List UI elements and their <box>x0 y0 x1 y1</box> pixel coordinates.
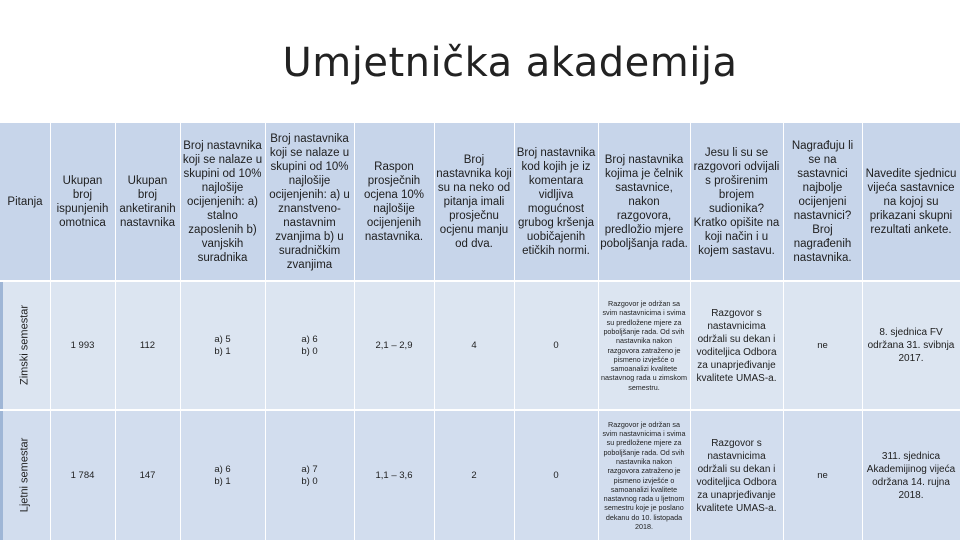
page-title: Umjetnička akademija <box>282 40 738 86</box>
cell-measures: Razgovor je održan sa svim nastavnicima i svima su predložene mjere za poboljšanje rada. Od svih nastavnika nakon razgovora zatraženo je pismeno izvješće o samoanalizi kvalitete nastavnog rada u ljetnom semestru koje je poslano dekanu do 10. listopada 2018. <box>602 419 686 531</box>
cell-awards: ne <box>817 339 828 351</box>
cell-surveyed: 147 <box>139 469 156 481</box>
cell-ethics: 0 <box>553 469 559 481</box>
header-ethics: Broj nastavnika kod kojih je iz komentara vidljiva mogućnost grubog kršenja uobičajenih etičkih normi. <box>516 146 596 257</box>
cell-worst-employment: a) 5 b) 1 <box>214 333 231 357</box>
header-below-two: Broj nastavnika koji su na neko od pitanja imali prosječnu ocjenu manju od dva. <box>436 153 512 250</box>
header-envelopes: Ukupan broj ispunjenih omotnica <box>56 174 109 229</box>
cell-below-two: 2 <box>471 469 477 481</box>
row-marker <box>0 282 3 409</box>
header-measures: Broj nastavnika kojima je čelnik sastavnice, nakon razgovora, predložio mjere poboljšanja rada. <box>600 153 688 250</box>
cell-envelopes: 1 784 <box>70 469 95 481</box>
cell-awards: ne <box>817 469 828 481</box>
header-conversations: Jesu li su se razgovori odvijali s proširenim brojem sudionika? Kratko opišite na koji način i u kojem sastavu. <box>693 146 780 257</box>
cell-grade-range: 1,1 – 3,6 <box>375 469 413 481</box>
header-worst-rank: Broj nastavnika koji se nalaze u skupini od 10% najlošije ocijenjenih: a) u znanstveno-nastavnim zvanjima b) u suradničkim zvanjima <box>269 132 350 271</box>
cell-conversations: Razgovor s nastavnicima održali su dekan i voditeljica Odbora za unaprjeđivanje kvalitete UMAS-a. <box>696 307 777 384</box>
cell-worst-rank: a) 7 b) 0 <box>301 463 318 487</box>
cell-grade-range: 2,1 – 2,9 <box>375 339 413 351</box>
cell-worst-rank: a) 6 b) 0 <box>301 333 318 357</box>
cell-measures: Razgovor je održan sa svim nastavnicima i svima su predložene mjere za poboljšanje rada. Od svih nastavnika nakon razgovora zatraženo je pismeno izvješće o samoanalizi kvalitete nastavnog rada u zimskom semestru. <box>601 299 687 392</box>
header-council-session: Navedite sjednicu vijeća sastavnice na kojoj su prikazani skupni rezultati ankete. <box>865 167 957 236</box>
row-label-winter: Zimski semestar <box>18 304 31 386</box>
header-questions: Pitanja <box>7 195 43 208</box>
cell-worst-employment: a) 6 b) 1 <box>214 463 231 487</box>
cell-council-session: 311. sjednica Akademijinog vijeća održana 14. rujna 2018. <box>866 450 956 501</box>
cell-conversations: Razgovor s nastavnicima održali su dekan i voditeljica Odbora za unaprjeđivanje kvalitete UMAS-a. <box>696 437 777 514</box>
cell-envelopes: 1 993 <box>70 339 95 351</box>
cell-council-session: 8. sjednica FV održana 31. svibnja 2017. <box>867 327 955 364</box>
row-label-summer: Ljetni semestar <box>18 437 31 513</box>
header-surveyed-teachers: Ukupan broj anketiranih nastavnika <box>119 174 176 229</box>
title-area <box>0 0 960 100</box>
header-worst-employment: Broj nastavnika koji se nalaze u skupini od 10% najlošije ocijenjenih: a) stalno zaposlenih b) vanjskih suradnika <box>182 139 263 264</box>
cell-surveyed: 112 <box>139 339 156 351</box>
cell-below-two: 4 <box>471 339 477 351</box>
row-marker <box>0 411 3 540</box>
cell-ethics: 0 <box>553 339 559 351</box>
header-awards: Nagrađuju li se na sastavnici najbolje ocijenjeni nastavnici? Broj nagrađenih nastavnika. <box>791 139 854 264</box>
results-table <box>0 123 960 540</box>
header-grade-range: Raspon prosječnih ocjena 10% najlošije ocijenjenih nastavnika. <box>363 160 425 243</box>
